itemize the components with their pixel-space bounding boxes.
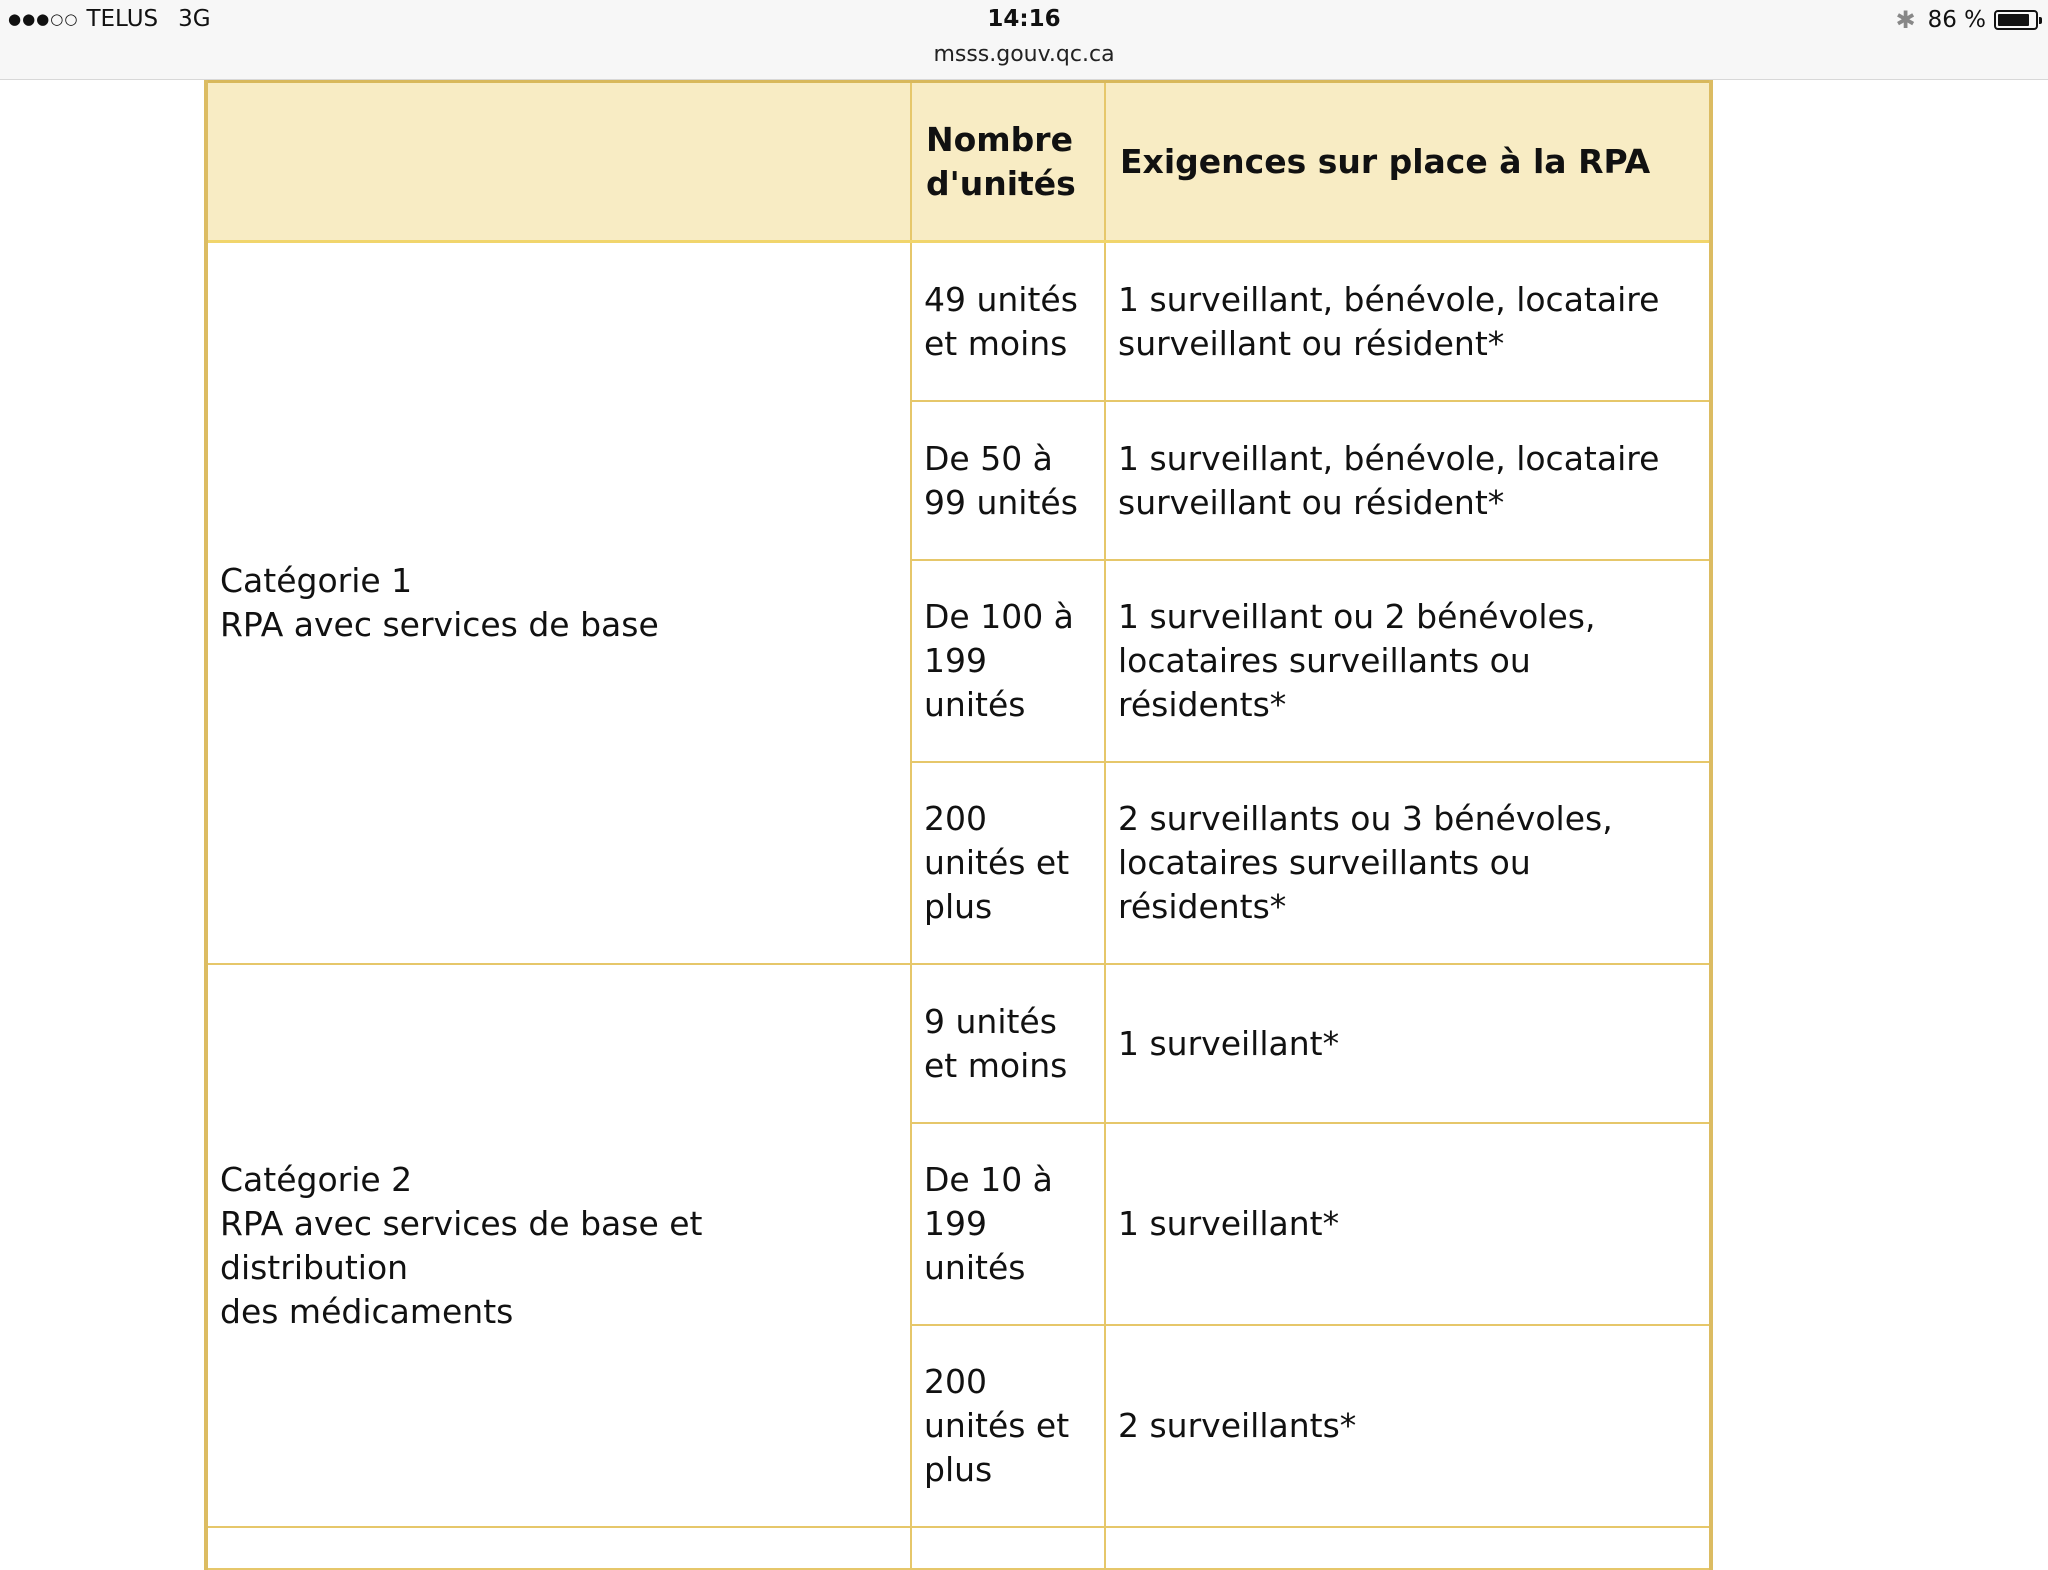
units-text: De 10 à	[924, 1160, 1053, 1199]
units-text: plus	[924, 1450, 993, 1489]
requirements-cell	[1105, 401, 1711, 560]
requirements-cell	[1105, 560, 1711, 762]
category-2-title: Catégorie 2	[220, 1159, 413, 1199]
requirements-text: 1 surveillant*	[1118, 1204, 1340, 1243]
requirements-cell	[1105, 762, 1711, 964]
table-row	[206, 964, 1711, 1123]
units-text: 200	[924, 1362, 987, 1401]
requirements-text: surveillant ou résident*	[1118, 323, 1505, 363]
requirements-text: locataires surveillants ou	[1118, 641, 1531, 680]
requirements-text: 1 surveillant, bénévole, locataire	[1118, 438, 1660, 478]
requirements-text: 1 surveillant ou 2 bénévoles,	[1118, 597, 1596, 636]
requirements-text: 1 surveillant*	[1118, 1023, 1340, 1063]
requirements-cell	[1105, 1325, 1711, 1527]
category-1-title: Catégorie 1	[220, 561, 413, 600]
requirements-text: résidents*	[1118, 685, 1287, 724]
rpa-requirements-table	[204, 80, 1709, 1570]
units-text: unités	[924, 1248, 1026, 1287]
clock: 14:16	[987, 6, 1061, 32]
units-text: unités et	[924, 843, 1070, 882]
units-text: 9 unités	[924, 1001, 1057, 1041]
empty-cell	[1105, 1527, 1711, 1569]
table-row-partial	[206, 1527, 1711, 1569]
requirements-text: 2 surveillants*	[1118, 1406, 1357, 1445]
category-2-description: RPA avec services de base et distribution	[220, 1203, 703, 1287]
battery-fill	[1998, 14, 2029, 26]
url-bar[interactable]: msss.gouv.qc.ca	[933, 42, 1115, 67]
table-row	[206, 242, 1711, 402]
units-cell	[911, 242, 1105, 402]
requirements-cell	[1105, 964, 1711, 1123]
status-right	[1895, 6, 2038, 34]
table-header-row	[206, 82, 1711, 242]
units-text: 99 unités	[924, 482, 1078, 522]
units-text: plus	[924, 887, 993, 926]
units-text: 49 unités	[924, 279, 1078, 319]
units-cell	[911, 964, 1105, 1123]
units-cell	[911, 560, 1105, 762]
battery-percent: 86 %	[1927, 7, 1986, 33]
requirements-text: locataires surveillants ou	[1118, 843, 1531, 882]
carrier-label: TELUS	[86, 6, 159, 32]
units-text: 199	[924, 1204, 987, 1243]
network-label: 3G	[178, 6, 211, 32]
battery-icon	[1994, 10, 2038, 30]
units-text: De 50 à	[924, 438, 1053, 478]
units-text: et moins	[924, 323, 1068, 363]
requirements-text: 1 surveillant, bénévole, locataire	[1118, 279, 1660, 319]
units-text: De 100 à	[924, 597, 1074, 636]
units-cell	[911, 401, 1105, 560]
requirements-text: surveillant ou résident*	[1118, 482, 1505, 522]
status-bar	[0, 0, 2048, 80]
requirements-cell	[1105, 1123, 1711, 1325]
units-text: unités	[924, 685, 1026, 724]
units-text: et moins	[924, 1045, 1068, 1085]
header-units-line1: Nombre	[926, 119, 1073, 159]
category-2-cell	[206, 964, 911, 1527]
requirements-text: résidents*	[1118, 887, 1287, 926]
units-text: 199	[924, 641, 987, 680]
units-text: 200	[924, 799, 987, 838]
header-requirements: Exigences sur place à la RPA	[1105, 82, 1711, 242]
units-text: unités et	[924, 1406, 1070, 1445]
requirements-text: 2 surveillants ou 3 bénévoles,	[1118, 799, 1613, 838]
category-1-description: RPA avec services de base	[220, 605, 659, 644]
header-units	[911, 82, 1105, 242]
signal-strength-icon: ●●●○○	[8, 10, 79, 28]
category-2-description-cont: des médicaments	[220, 1291, 514, 1331]
empty-cell	[206, 1527, 911, 1569]
category-1-cell	[206, 242, 911, 965]
units-cell	[911, 762, 1105, 964]
units-cell	[911, 1123, 1105, 1325]
requirements-cell	[1105, 242, 1711, 402]
header-blank-cell	[206, 82, 911, 242]
empty-cell	[911, 1527, 1105, 1569]
header-units-line2: d'unités	[926, 163, 1076, 203]
units-cell	[911, 1325, 1105, 1527]
bluetooth-icon: ✱	[1895, 6, 1916, 34]
